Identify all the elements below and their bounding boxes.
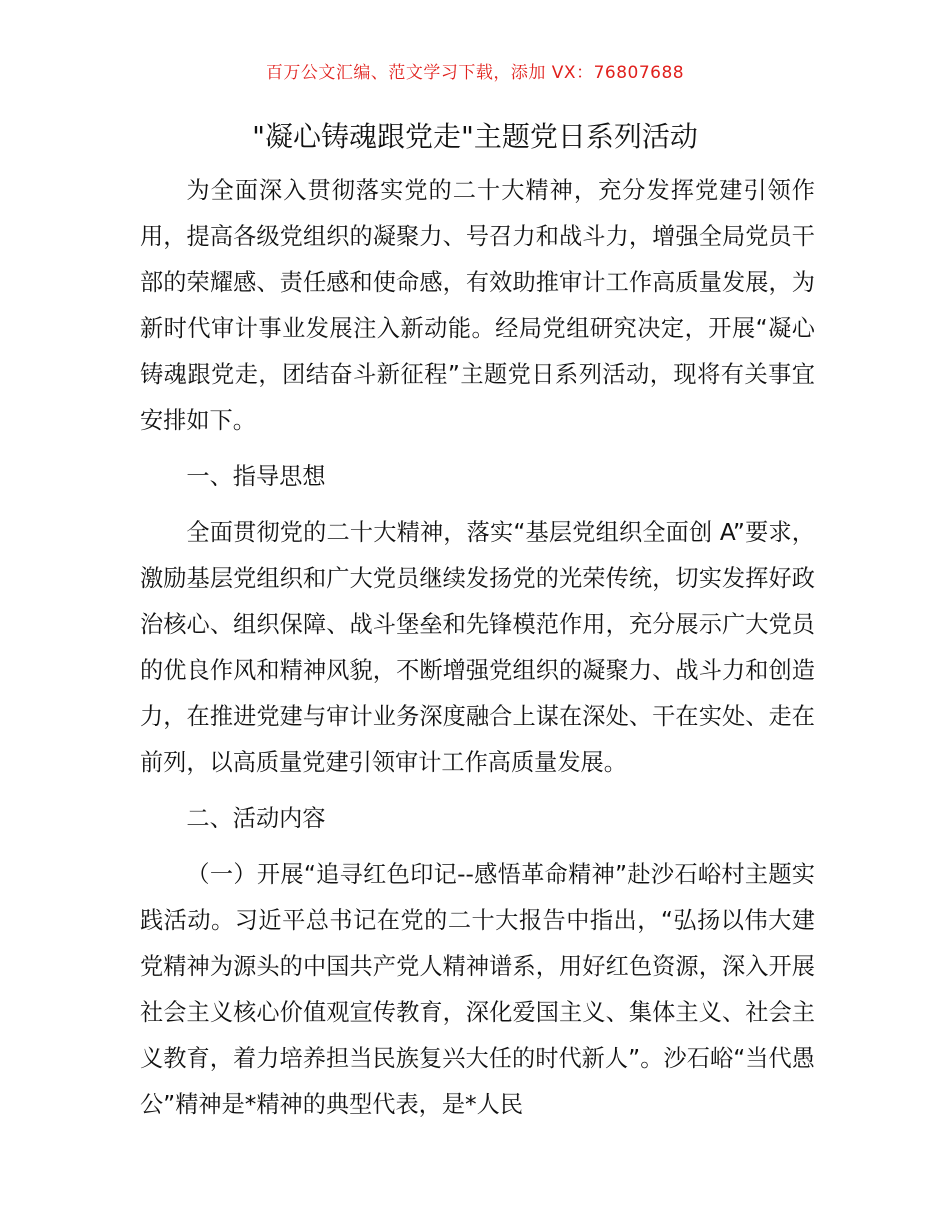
document-body [140, 168, 815, 1128]
section-heading-guiding-ideology: 一、指导思想 [186, 463, 326, 490]
document-title: "凝心铸魂跟党走"主题党日系列活动 [252, 120, 698, 153]
intro-paragraph: 为全面深入贯彻落实党的二十大精神，充分发挥党建引领作用，提高各级党组织的凝聚力、号召力和战斗力，增强全局党员干部的荣耀感、责任感和使命感，有效助推审计工作高质量发展，为新时代审计事业发展注入新动能。经局党组研究决定，开展“凝心铸魂跟党走，团结奋斗新征程”主题党日系列活动，现将有关事宜安排如下。 [140, 177, 815, 434]
watermark-header: 百万公文汇编、范文学习下载，添加 VX：76807688 [265, 63, 685, 83]
guiding-ideology-paragraph: 全面贯彻党的二十大精神，落实“基层党组织全面创 A”要求，激励基层党组织和广大党员继续发扬党的光荣传统，切实发挥好政治核心、组织保障、战斗堡垒和先锋模范作用，充分展示广大党员的优良作风和精神风貌，不断增强党组织的凝聚力、战斗力和创造力，在推进党建与审计业务深度融合上谋在深处、干在实处、走在前列，以高质量党建引领审计工作高质量发展。 [140, 519, 815, 776]
section-heading-activity-content: 二、活动内容 [186, 805, 326, 832]
activity-item-1-paragraph: （一）开展“追寻红色印记--感悟革命精神”赴沙石峪村主题实践活动。习近平总书记在党的二十大报告中指出，“弘扬以伟大建党精神为源头的中国共产党人精神谱系，用好红色资源，深入开展社会主义核心价值观宣传教育，深化爱国主义、集体主义、社会主义教育，着力培养担当民族复兴大任的时代新人”。沙石峪“当代愚公”精神是*精神的典型代表，是*人民 [140, 861, 815, 1118]
